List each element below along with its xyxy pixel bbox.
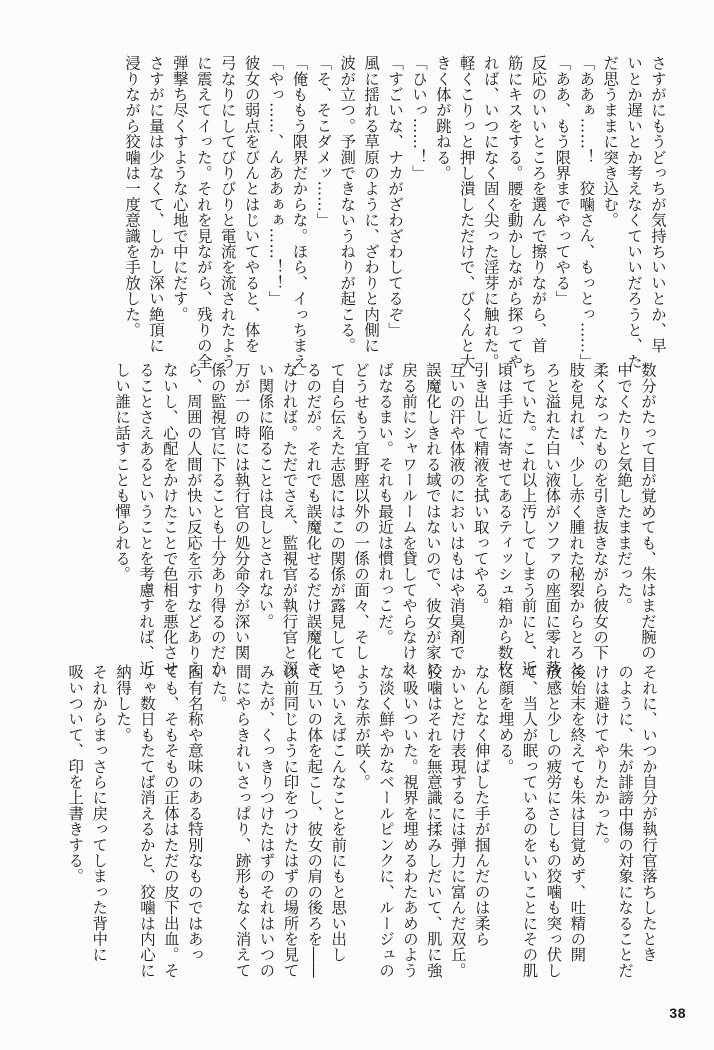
page-number: 38 xyxy=(669,1005,686,1021)
text-block-top: さすがにもうどっちが気持ちいいとか、早 いとか遅いとか考えなくていいだろうと、た だ思うままに突き込む。 「ああぁ……！ 狡噛さん、もっとっ……」 「ああ、もう限界までやってやる」 反応のいいところを選んで擦りながら、首 筋にキスをする。腰を動かしながら探ってや れば、いつになく固く尖った淫芽に触れた。 軽くこりっと押し潰しただけで、びくんと大 きく体が跳ねる。 「ひいっ……！」 「すごいな、ナカがざわざわしてるぞ」 風に揺れる草原のように、ざわりと内側に 波が立つ。予測できないうねりが起こる。 「そ、そこダメッ……」 「俺ももう限界だからな。ほら、イっちまえ」 「やっ……、んああぁぁ……！！」 彼女の弱点をびんとはじいてやると、体を 弓なりにしてびりびりと電流を流されたよう に震えてイった。それを見ながら、残りの全 弾撃ち尽くすような心地で中にだす。 さすがに量は少なくて、しかし深い絶頂に 浸りながら狡噛は一度意識を手放した。 xyxy=(123,55,667,385)
text-block-middle: 数分がたって目が覚めても、朱はまだ腕の 中でくたりと気絶したままだった。 柔くなったものを引き抜きながら彼女の下 肢を見れば、少し赤く腫れた秘裂からとろと ろと溢れた白い液体がソファの座面に零れ落 ちていた。これ以上汚してしまう前にと、近 頃は手近に寄せてあるティッシュ箱から数枚 引き出して精液を拭い取ってやる。 互いの汗や体液のにおいはもはや消臭剤で 誤魔化しきれる域ではないので、彼女が家に 戻る前にシャワールームを貸してやらなけれ ばなるまい。それも最近は慣れっこだ。 どうせもう宜野座以外の一係の面々、そし て自ら伝えた志恩にはこの関係が露見してい るのだが。それでも誤魔化せるだけ誤魔化さ なければ。ただでさえ、監視官が執行官と深 い関係に陥ることは良しとされない。 万が一の時には執行官の処分命令が深い関 係の監視官に下ることも十分あり得るのだか ら、周囲の人間が快い反応を示すなどありえ ないし、心配をかけたことで色相を悪化させ ることさえあるということを考慮すれば、近 しい誰に話すことも憚られる。 xyxy=(113,362,657,676)
text-block-bottom: それに、いつか自分が執行官落ちしたとき のように、朱が誹謗中傷の対象になることだ けは避けてやりたかった。 後始末を終えても朱は目覚めず、吐精の開 放感と少しの疲労にさしもの狡噛も突っ伏し て、当人が眠っているのをいいことにその肌 に顔を埋める。 なんとなく伸ばした手が掴んだのは柔ら かいとだけ表現するには弾力に富んだ双丘。 狡噛はそれを無意識に揉みしだいて、肌に強 く吸いついた。視界を埋めるわたあめのよう な淡く鮮やかなベールピンクに、ルージュの ような赤が咲く。 そういえばこんなことを前にもと思い出し て互いの体を起こし、彼女の肩の後ろを―― 以前同じように印をつけたはずの場所を見て みたが、くっきりつけたはずのそれはいつの 間にやらきれいさっぱり、跡形もなく消えて いた。 固有名称や意味のある特別なものではあっ ても、そもそもの正体はただの皮下出血。そ りゃ数日もたてば消えるかと、狡噛は内心に 納得した。 それからまっさらに戻ってしまった背中に 吸いついて、印を上書きする。 xyxy=(66,664,658,978)
